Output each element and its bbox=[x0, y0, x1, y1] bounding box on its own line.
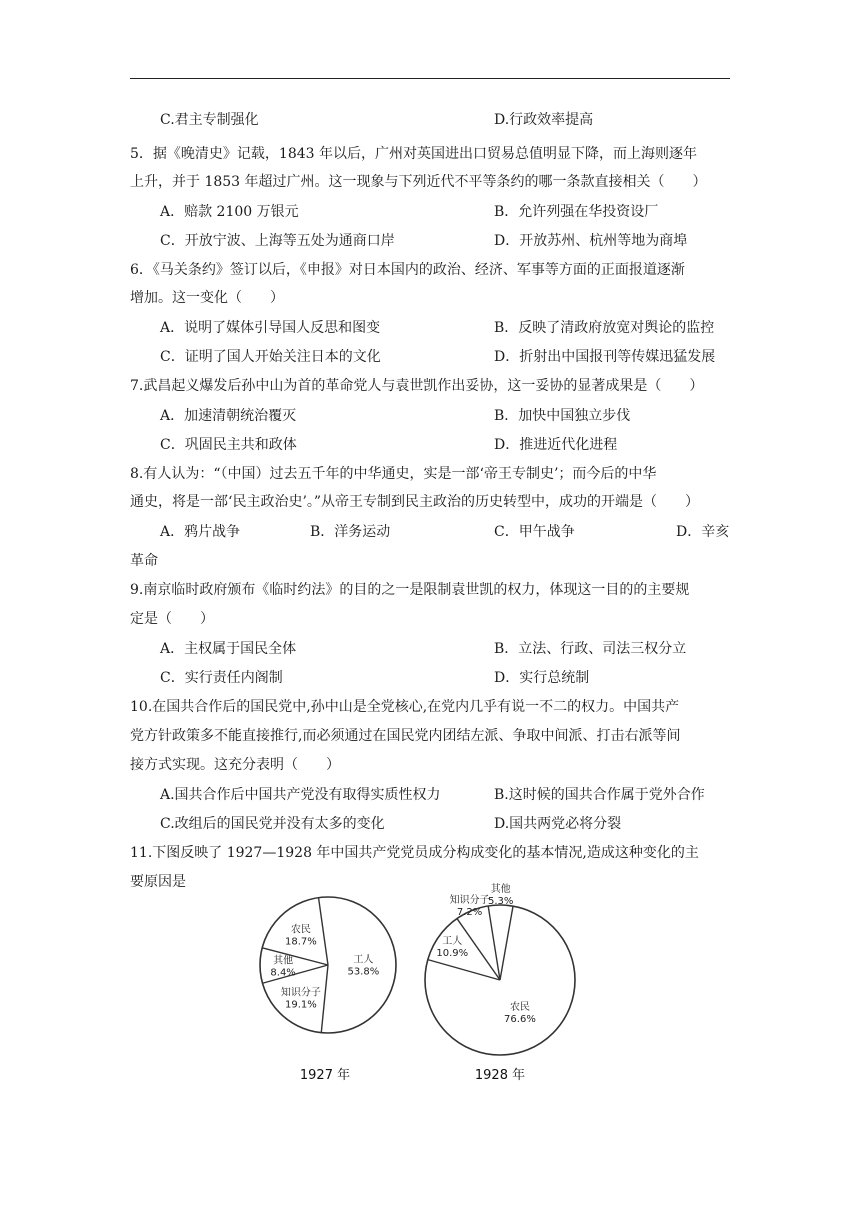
q6-option-a: A．说明了媒体引导国人反思和图变 bbox=[160, 320, 381, 336]
header-rule bbox=[130, 78, 730, 79]
pie-slice-label: 农民 bbox=[509, 1001, 530, 1013]
q10-stem-line1: 10.在国共合作后的国民党中,孙中山是全党核心,在党内几乎有说一不二的权力。中国共产 bbox=[130, 699, 680, 715]
q11-stem-line1: 11.下图反映了 1927—1928 年中国共产党党员成分构成变化的基本情况,造成这种变化的主 bbox=[130, 845, 699, 861]
q5-option-b: B．允许列强在华投资设厂 bbox=[494, 204, 659, 220]
pie-0 bbox=[260, 897, 396, 1033]
q5-option-c: C．开放宁波、上海等五处为通商口岸 bbox=[160, 233, 395, 249]
pie-year-caption: 1928 年 bbox=[474, 1068, 526, 1083]
q10-stem-line3: 接方式实现。这充分表明（ ） bbox=[130, 757, 340, 773]
q5-stem-line1: 5．据《晚清史》记载，1843 年以后，广州对英国进出口贸易总值明显下降，而上海则逐年 bbox=[130, 146, 697, 162]
q10-option-d: D.国共两党必将分裂 bbox=[494, 816, 622, 832]
pie-slice-value: 76.6% bbox=[504, 1013, 536, 1025]
pie-slice-label: 农民 bbox=[290, 924, 311, 936]
q8-stem-line1: 8.有人认为：“（中国）过去五千年的中华通史，实是一部‘帝王专制史’；而今后的中华 bbox=[130, 466, 657, 482]
pie-slice-value: 8.4% bbox=[270, 967, 296, 979]
q9-stem-line1: 9.南京临时政府颁布《临时约法》的目的之一是限制袁世凯的权力，体现这一目的的主要规 bbox=[130, 582, 690, 598]
q4-option-c: C.君主专制强化 bbox=[160, 112, 259, 128]
q7-option-a: A．加速清朝统治覆灭 bbox=[160, 408, 297, 424]
q8-option-c: C．甲午战争 bbox=[494, 524, 575, 540]
q10-option-b: B.这时候的国共合作属于党外合作 bbox=[494, 787, 705, 803]
pie-year-caption: 1927 年 bbox=[299, 1068, 351, 1083]
q6-stem-line1: 6．《马关条约》签订以后，《申报》对日本国内的政治、经济、军事等方面的正面报道逐渐 bbox=[130, 262, 685, 278]
q9-option-b: B．立法、行政、司法三权分立 bbox=[494, 641, 687, 657]
party-composition-figure bbox=[250, 883, 620, 1095]
q9-option-c: C．实行责任内阁制 bbox=[160, 670, 283, 686]
q8-option-d-continued: 革命 bbox=[130, 553, 158, 569]
q6-stem-line2: 增加。这一变化（ ） bbox=[130, 290, 284, 306]
pie-slice-label: 知识分子 bbox=[280, 987, 321, 999]
pie-slice-label: 其他 bbox=[490, 883, 511, 895]
q5-stem-line2: 上升，并于 1853 年超过广州。这一现象与下列近代不平等条约的哪一条款直接相关（ ） bbox=[130, 174, 707, 190]
pie-slice-label: 其他 bbox=[273, 955, 294, 967]
q5-option-d: D．开放苏州、杭州等地为商埠 bbox=[494, 233, 688, 249]
pie-slice-value: 7.2% bbox=[456, 906, 483, 918]
pie-slice-label: 工人 bbox=[353, 954, 374, 966]
q5-option-a: A．赔款 2100 万银元 bbox=[160, 204, 299, 220]
pie-slice-value: 53.8% bbox=[347, 966, 380, 978]
q8-option-d: D．辛亥 bbox=[676, 524, 730, 540]
q7-stem-line1: 7.武昌起义爆发后孙中山为首的革命党人与袁世凯作出妥协，这一妥协的显著成果是（ ） bbox=[130, 378, 704, 394]
q9-stem-line2: 定是（ ） bbox=[130, 611, 214, 627]
pie-slice-value: 5.3% bbox=[487, 895, 514, 907]
q11-stem-line2: 要原因是 bbox=[130, 874, 186, 890]
pie-slice-value: 10.9% bbox=[436, 948, 469, 960]
q9-option-d: D．实行总统制 bbox=[494, 670, 590, 686]
q7-option-d: D．推进近代化进程 bbox=[494, 437, 618, 453]
q10-option-a: A.国共合作后中国共产党没有取得实质性权力 bbox=[160, 787, 441, 803]
pie-slice-label: 知识分子 bbox=[449, 894, 490, 906]
q8-option-b: B．洋务运动 bbox=[310, 524, 391, 540]
q9-option-a: A．主权属于国民全体 bbox=[160, 641, 297, 657]
q7-option-b: B．加快中国独立步伐 bbox=[494, 408, 631, 424]
q10-stem-line2: 党方针政策多不能直接推行,而必须通过在国民党内团结左派、争取中间派、打击右派等间 bbox=[130, 728, 681, 744]
q6-option-c: C．证明了国人开始关注日本的文化 bbox=[160, 349, 381, 365]
pie-slice-value: 18.7% bbox=[284, 936, 317, 948]
q6-option-b: B．反映了清政府放宽对舆论的监控 bbox=[494, 320, 715, 336]
q7-option-c: C．巩固民主共和政体 bbox=[160, 437, 297, 453]
q8-option-a: A．鸦片战争 bbox=[160, 524, 241, 540]
pie-1 bbox=[425, 882, 575, 1055]
q10-option-c: C.改组后的国民党并没有太多的变化 bbox=[160, 816, 385, 832]
q8-stem-line2: 通史，将是一部‘民主政治史’。”从帝王专制到民主政治的历史转型中，成功的开端是（ ） bbox=[130, 494, 700, 510]
q4-option-d: D.行政效率提高 bbox=[494, 112, 594, 128]
q6-option-d: D．折射出中国报刊等传媒迅猛发展 bbox=[494, 349, 716, 365]
pie-charts bbox=[250, 883, 620, 1095]
pie-slice-value: 19.1% bbox=[284, 999, 317, 1011]
pie-slice-label: 工人 bbox=[442, 936, 463, 948]
